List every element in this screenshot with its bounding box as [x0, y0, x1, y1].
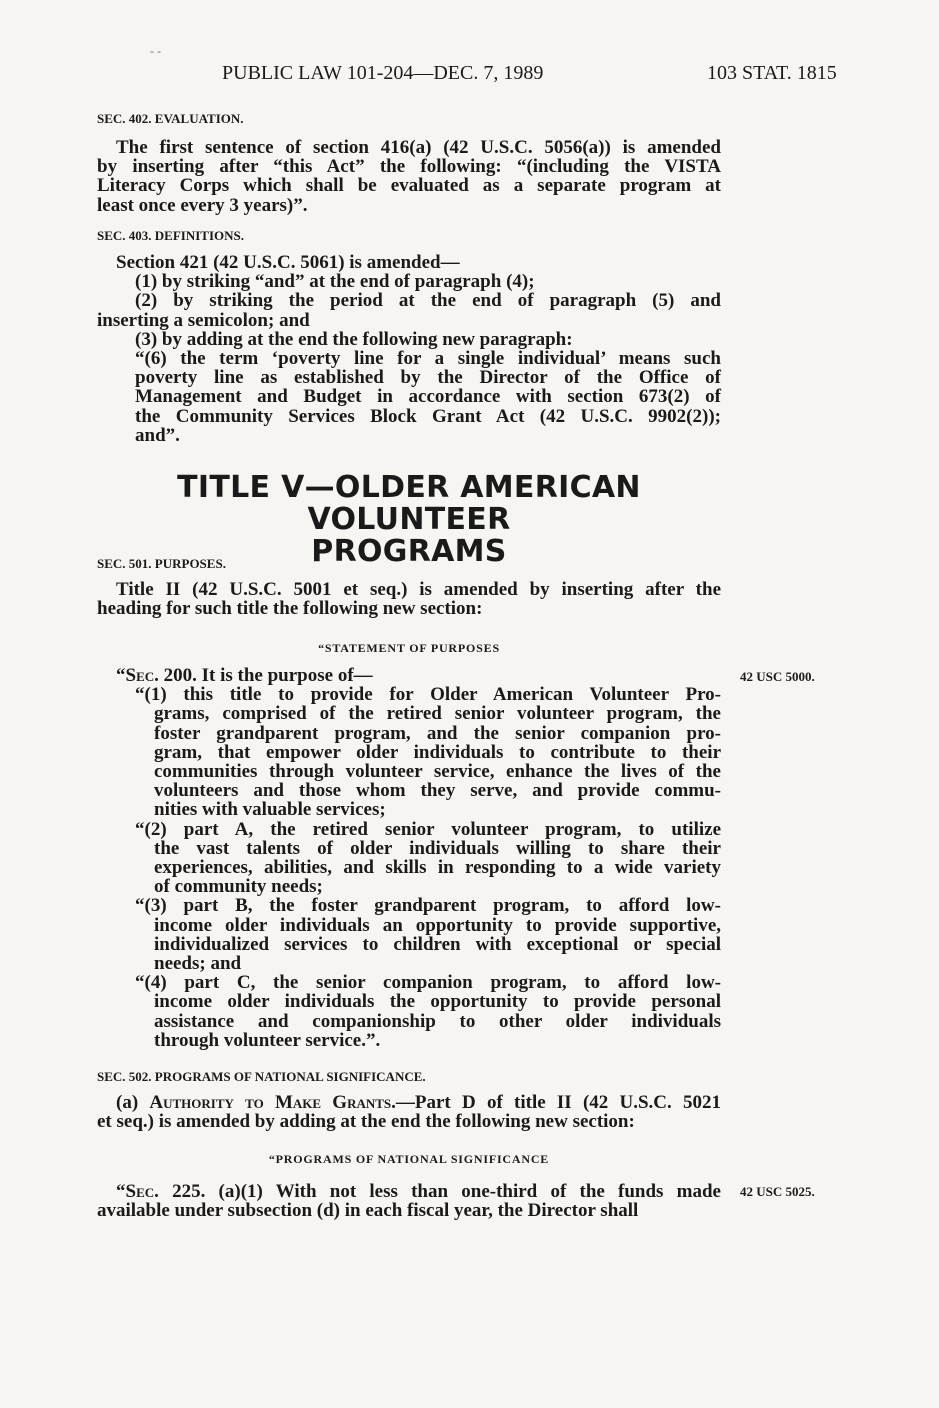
text-line: the vast talents of older individuals willing to share their	[154, 837, 721, 859]
text-line: income older individuals an opportunity to provide supportive,	[154, 914, 721, 936]
text-line: “Sec. 200. It is the purpose of—	[116, 665, 373, 686]
text-line: Title II (42 U.S.C. 5001 et seq.) is amended by inserting after the	[116, 579, 721, 600]
title-line-1: TITLE V—OLDER AMERICAN VOLUNTEER	[177, 470, 641, 537]
text-line: the Community Services Block Grant Act (42 U.S.C. 9902(2));	[135, 405, 721, 427]
paragraph-3	[97, 896, 721, 973]
text-line: grams, comprised of the retired senior volunteer program, the	[154, 703, 721, 725]
text-line: “(3) part B, the foster grandparent program, to afford low-	[135, 895, 721, 917]
text-line: experiences, abilities, and skills in responding to a wide variety	[154, 857, 721, 879]
text-line: volunteers and those whom they serve, and provide commu-	[154, 780, 721, 802]
text-line: nities with valuable services;	[154, 799, 386, 821]
text-line: (a) Authority to Make Grants.—Part D of title II (42 U.S.C. 5021	[116, 1092, 722, 1113]
text-line: “(4) part C, the senior companion program, to afford low-	[135, 972, 721, 994]
paragraph-1	[97, 685, 721, 819]
text-line: least once every 3 years)”.	[97, 194, 308, 216]
sec-403-body	[97, 253, 721, 445]
text-line: (3) by adding at the end the following new paragraph:	[135, 328, 573, 350]
margin-note-5025: 42 USC 5025.	[740, 1184, 815, 1199]
text-line: available under subsection (d) in each fiscal year, the Director shall	[97, 1200, 639, 1222]
sec-502-heading: SEC. 502. PROGRAMS OF NATIONAL SIGNIFICANCE.	[97, 1069, 426, 1084]
paragraph-2	[97, 820, 721, 897]
margin-note-5000: 42 USC 5000.	[740, 669, 815, 684]
text-line: gram, that empower older individuals to contribute to their	[154, 741, 721, 763]
text-line: “(6) the term ‘poverty line for a single individual’ means such	[135, 348, 721, 370]
text-line: communities through volunteer service, enhance the lives of the	[154, 761, 721, 783]
text-line: (2) by striking the period at the end of paragraph (5) and	[135, 290, 721, 312]
title-line-2: PROGRAMS	[311, 534, 507, 569]
programs-of-national-significance-heading: “PROGRAMS OF NATIONAL SIGNIFICANCE	[268, 1152, 550, 1166]
sec-402-heading: SEC. 402. EVALUATION.	[97, 111, 244, 126]
text-line: Management and Budget in accordance with section 673(2) of	[135, 386, 721, 408]
text-line: “(2) part A, the retired senior volunteer program, to utilize	[135, 818, 721, 840]
text-line: inserting a semicolon; and	[97, 309, 310, 331]
sec-501-heading: SEC. 501. PURPOSES.	[97, 556, 226, 571]
sec-225-text	[97, 1182, 721, 1220]
text-line: and”.	[135, 424, 180, 446]
text-line: “(1) this title to provide for Older American Volunteer Pro-	[135, 684, 721, 706]
sec-502-body	[97, 1093, 721, 1131]
text-line: “Sec. 225. (a)(1) With not less than one-third of the funds made	[116, 1181, 721, 1202]
sec-200-text	[97, 666, 721, 1050]
sec-402-body	[97, 138, 721, 215]
text-line: needs; and	[154, 953, 242, 975]
text-line: individualized services to children with exceptional or special	[154, 933, 721, 955]
text-line: assistance and companionship to other older individuals	[154, 1010, 721, 1032]
text-line: Literacy Corps which shall be evaluated as a separate program at	[97, 175, 721, 197]
text-line: income older individuals the opportunity to provide personal	[154, 991, 721, 1013]
running-header-stat: 103 STAT. 1815	[707, 62, 837, 84]
text-line: (1) by striking “and” at the end of paragraph (4);	[135, 271, 535, 293]
text-line: of community needs;	[154, 876, 323, 898]
page-mark: - -	[150, 44, 161, 58]
text-line: The first sentence of section 416(a) (42 U.S.C. 5056(a)) is amended	[116, 137, 721, 158]
text-line: through volunteer service.”.	[154, 1029, 381, 1051]
text-line: by inserting after “this Act” the following: “(including the VISTA	[97, 156, 721, 178]
text-line: foster grandparent program, and the senior companion pro-	[154, 722, 721, 744]
statement-of-purposes-heading: “STATEMENT OF PURPOSES	[318, 641, 500, 655]
paragraph-4	[97, 973, 721, 1050]
title-v-heading	[97, 472, 721, 568]
sec-501-body	[97, 580, 721, 618]
sec-403-heading: SEC. 403. DEFINITIONS.	[97, 228, 245, 243]
text-line: heading for such title the following new section:	[97, 598, 483, 620]
running-header-law: PUBLIC LAW 101-204—DEC. 7, 1989	[222, 62, 544, 84]
text-line: et seq.) is amended by adding at the end the following new section:	[97, 1111, 635, 1133]
text-line: Section 421 (42 U.S.C. 5061) is amended—	[116, 252, 460, 273]
text-line: poverty line as established by the Director of the Office of	[135, 367, 721, 389]
